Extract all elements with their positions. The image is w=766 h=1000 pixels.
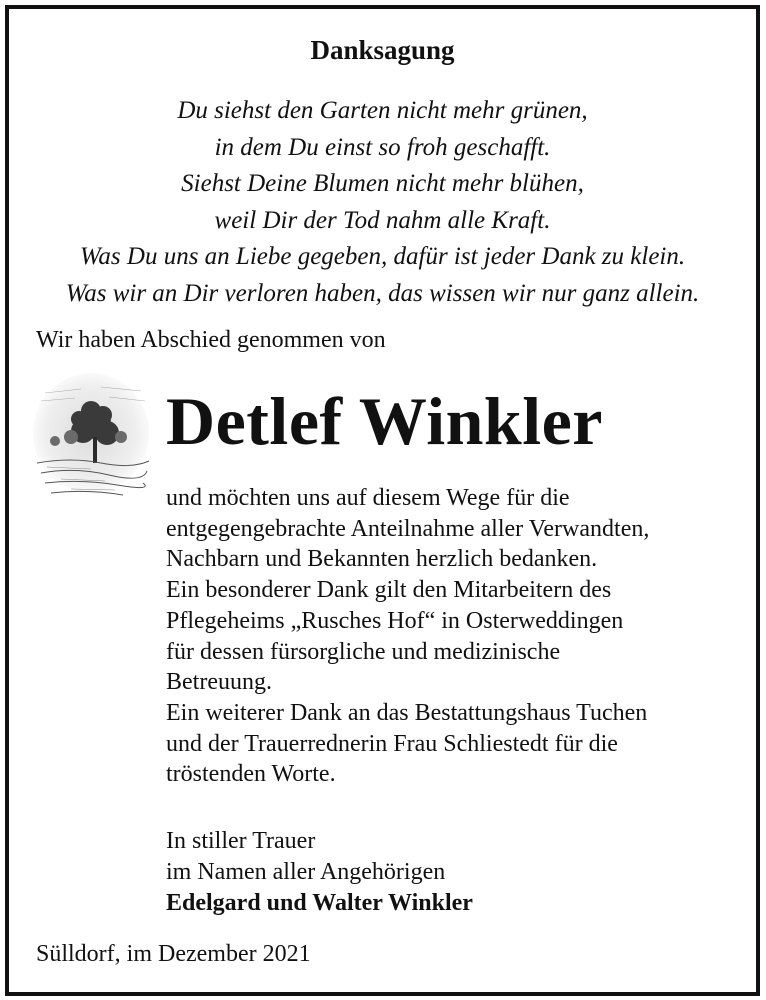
- poem-line: weil Dir der Tod nahm alle Kraft.: [214, 206, 551, 234]
- signers: Edelgard und Walter Winkler: [166, 890, 473, 916]
- obituary-notice: [5, 5, 760, 996]
- thanks-line: Nachbarn und Bekannten herzlich bedanken.: [166, 546, 598, 573]
- thanks-text: [166, 483, 649, 790]
- poem: [9, 93, 756, 312]
- poem-line: Du siehst den Garten nicht mehr grünen,: [177, 97, 588, 124]
- closing-line: im Namen aller Angehörigen: [166, 859, 446, 885]
- thanks-line: Betreuung.: [166, 669, 272, 696]
- closing-line: In stiller Trauer: [166, 828, 316, 854]
- poem-line: in dem Du einst so froh geschafft.: [214, 133, 551, 161]
- thanks-line: und möchten uns auf diesem Wege für die: [166, 485, 570, 511]
- intro-text: Wir haben Abschied genommen von: [36, 327, 386, 353]
- thanks-line: und der Trauerrednerin Frau Schliestedt für die: [166, 730, 618, 757]
- thanks-line: Ein weiterer Dank an das Bestattungshaus Tuchen: [166, 699, 648, 726]
- thanks-line: Ein besonderer Dank gilt den Mitarbeitern des: [166, 577, 612, 604]
- poem-line: Siehst Deine Blumen nicht mehr blühen,: [181, 170, 584, 197]
- poem-line: Was Du uns an Liebe gegeben, dafür ist jeder Dank zu klein.: [79, 243, 686, 270]
- thanks-line: für dessen fürsorgliche und medizinische: [166, 638, 561, 665]
- closing-block: [166, 826, 473, 919]
- tree-landscape-sketch-icon: [31, 371, 155, 511]
- thanks-line: Pflegeheims „Rusches Hof“ in Osterweddingen: [166, 607, 624, 634]
- thanks-line: tröstenden Worte.: [166, 761, 336, 788]
- deceased-name: Detlef Winkler: [166, 383, 603, 459]
- thanks-line: entgegengebrachte Anteilnahme aller Verwandten,: [166, 515, 650, 542]
- place-date: Sülldorf, im Dezember 2021: [36, 941, 311, 967]
- notice-title: Danksagung: [310, 35, 455, 65]
- poem-line: Was wir an Dir verloren haben, das wissen wir nur ganz allein.: [65, 279, 700, 307]
